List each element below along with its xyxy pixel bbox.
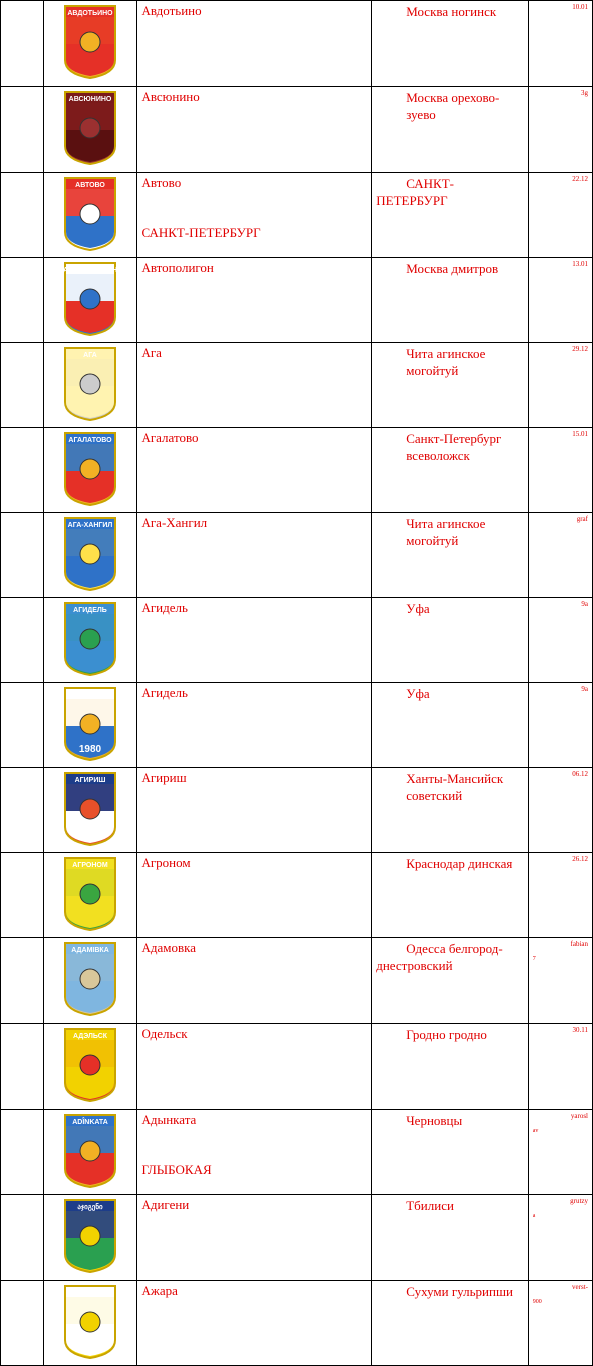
region-cell bbox=[372, 428, 529, 513]
table-row bbox=[1, 1110, 593, 1195]
region-cell bbox=[372, 1110, 529, 1195]
coat-of-arms-icon bbox=[63, 1198, 117, 1274]
empty-cell bbox=[1, 853, 44, 938]
table-row bbox=[1, 853, 593, 938]
coat-of-arms-cell bbox=[44, 428, 137, 513]
note-cell bbox=[528, 938, 592, 1024]
note-text: 29.12 bbox=[572, 345, 588, 353]
coat-of-arms-icon bbox=[63, 1113, 117, 1189]
note-text: grutzy bbox=[570, 1197, 588, 1205]
note-text: 26.12 bbox=[572, 855, 588, 863]
settlement-name: Адигени bbox=[141, 1197, 190, 1212]
coat-of-arms-cell bbox=[44, 1195, 137, 1281]
region-text: Москва дмитров bbox=[406, 261, 499, 276]
note-extra: av bbox=[532, 1128, 539, 1134]
coat-of-arms-icon bbox=[63, 4, 117, 80]
coat-label: АГА-ХАНГИЛ bbox=[67, 522, 113, 529]
coat-of-arms-cell bbox=[44, 938, 137, 1024]
empty-cell bbox=[1, 598, 44, 683]
table-row bbox=[1, 173, 593, 258]
coat-label: АВДОТЬИНО bbox=[67, 10, 113, 17]
note-cell bbox=[528, 1110, 592, 1195]
note-text: 9a bbox=[581, 600, 588, 608]
region-text: Уфа bbox=[406, 686, 430, 701]
coat-label: АВТОВО bbox=[75, 182, 106, 189]
empty-cell bbox=[1, 1110, 44, 1195]
region-cell bbox=[372, 1195, 529, 1281]
coat-of-arms-cell bbox=[44, 343, 137, 428]
empty-cell bbox=[1, 513, 44, 598]
note-text: yarosl bbox=[570, 1112, 588, 1120]
note-text: 13.01 bbox=[572, 260, 588, 268]
settlement-name: Ага bbox=[141, 345, 162, 360]
table-row bbox=[1, 513, 593, 598]
note-cell bbox=[528, 768, 592, 853]
table-row bbox=[1, 428, 593, 513]
note-cell bbox=[528, 1281, 592, 1366]
coat-label: АГА bbox=[83, 352, 98, 359]
note-text: graf bbox=[576, 515, 588, 523]
year-label: 1980 bbox=[79, 744, 102, 755]
region-cell bbox=[372, 683, 529, 768]
note-text: 15.01 bbox=[572, 430, 588, 438]
coat-label: АДЭЛЬСК bbox=[73, 1033, 108, 1040]
region-cell bbox=[372, 513, 529, 598]
region-cell bbox=[372, 938, 529, 1024]
note-extra: 900 bbox=[532, 1299, 542, 1305]
name-cell bbox=[137, 853, 372, 938]
coat-of-arms-icon bbox=[63, 431, 117, 507]
coat-label: АВТОПОЛИГОН bbox=[63, 267, 118, 274]
empty-cell bbox=[1, 1195, 44, 1281]
note-cell bbox=[528, 87, 592, 173]
coat-label: აჯიგენი bbox=[77, 1204, 103, 1211]
coat-of-arms-icon bbox=[63, 1284, 117, 1360]
region-cell bbox=[372, 1024, 529, 1110]
region-text: Тбилиси bbox=[406, 1198, 454, 1213]
empty-cell bbox=[1, 683, 44, 768]
region-text: САНКТ-ПЕТЕРБУРГ bbox=[376, 176, 454, 208]
settlement-extra: САНКТ-ПЕТЕРБУРГ bbox=[141, 225, 261, 240]
settlement-name: Ага-Хангил bbox=[141, 515, 208, 530]
name-cell bbox=[137, 1195, 372, 1281]
name-cell bbox=[137, 173, 372, 258]
name-cell bbox=[137, 683, 372, 768]
coat-of-arms-icon bbox=[63, 601, 117, 677]
settlement-name: Адамовка bbox=[141, 940, 196, 955]
coat-label: АГИРИШ bbox=[74, 777, 106, 784]
region-cell bbox=[372, 768, 529, 853]
region-cell bbox=[372, 87, 529, 173]
coat-label: АВСЮНИНО bbox=[68, 96, 112, 103]
name-cell bbox=[137, 513, 372, 598]
table-row bbox=[1, 1195, 593, 1281]
region-text: Ханты-Мансийск советский bbox=[406, 771, 504, 803]
coat-of-arms-cell bbox=[44, 1, 137, 87]
coat-label: АГРОНОМ bbox=[72, 862, 108, 869]
table-row bbox=[1, 87, 593, 173]
table-row bbox=[1, 1, 593, 87]
table-row bbox=[1, 343, 593, 428]
coat-of-arms-cell bbox=[44, 1281, 137, 1366]
name-cell bbox=[137, 1024, 372, 1110]
coat-of-arms-icon bbox=[63, 941, 117, 1017]
note-cell bbox=[528, 173, 592, 258]
name-cell bbox=[137, 1, 372, 87]
region-cell bbox=[372, 343, 529, 428]
table-row bbox=[1, 1024, 593, 1110]
coat-of-arms-icon bbox=[63, 176, 117, 252]
name-cell bbox=[137, 598, 372, 683]
table-row bbox=[1, 683, 593, 768]
coat-of-arms-icon bbox=[63, 346, 117, 422]
coat-of-arms-cell bbox=[44, 513, 137, 598]
name-cell bbox=[137, 1281, 372, 1366]
coat-label: АДАМІВКА bbox=[71, 947, 110, 954]
empty-cell bbox=[1, 428, 44, 513]
empty-cell bbox=[1, 1281, 44, 1366]
note-cell bbox=[528, 513, 592, 598]
table-row bbox=[1, 598, 593, 683]
coat-of-arms-icon bbox=[63, 856, 117, 932]
note-text: 06.12 bbox=[572, 770, 588, 778]
name-cell bbox=[137, 87, 372, 173]
coat-of-arms-icon bbox=[63, 516, 117, 592]
region-cell bbox=[372, 598, 529, 683]
coat-of-arms-cell bbox=[44, 683, 137, 768]
coat-of-arms-cell bbox=[44, 173, 137, 258]
note-cell bbox=[528, 1195, 592, 1281]
empty-cell bbox=[1, 1, 44, 87]
settlement-name: Авсюнино bbox=[141, 89, 200, 104]
table-row bbox=[1, 258, 593, 343]
name-cell bbox=[137, 768, 372, 853]
note-cell bbox=[528, 683, 592, 768]
settlement-extra: ГЛЫБОКАЯ bbox=[141, 1162, 212, 1177]
coat-of-arms-icon bbox=[63, 1027, 117, 1103]
note-text: 22.12 bbox=[572, 175, 588, 183]
region-text: Краснодар динская bbox=[406, 856, 513, 871]
empty-cell bbox=[1, 343, 44, 428]
coat-of-arms-icon bbox=[63, 90, 117, 166]
coat-of-arms-cell bbox=[44, 258, 137, 343]
name-cell bbox=[137, 343, 372, 428]
coat-label: ADÎNKATA bbox=[72, 1119, 109, 1126]
coat-of-arms-cell bbox=[44, 87, 137, 173]
note-text: 10.01 bbox=[572, 3, 588, 11]
settlement-name: Агидель bbox=[141, 600, 188, 615]
region-text: Уфа bbox=[406, 601, 430, 616]
name-cell bbox=[137, 258, 372, 343]
coat-of-arms-icon bbox=[63, 771, 117, 847]
settlement-name: Автополигон bbox=[141, 260, 214, 275]
settlement-name: Агириш bbox=[141, 770, 187, 785]
coat-of-arms-cell bbox=[44, 598, 137, 683]
region-cell bbox=[372, 1281, 529, 1366]
empty-cell bbox=[1, 768, 44, 853]
empty-cell bbox=[1, 258, 44, 343]
coat-label: АГАЛАТОВО bbox=[68, 437, 112, 444]
region-text: Чита агинское могойтуй bbox=[406, 516, 486, 548]
region-cell bbox=[372, 258, 529, 343]
coat-label: აჭარა bbox=[80, 1290, 101, 1297]
region-text: Одесса белгород-днестровский bbox=[376, 941, 503, 973]
region-text: Чита агинское могойтуй bbox=[406, 346, 486, 378]
note-text: 3g bbox=[581, 89, 588, 97]
note-cell bbox=[528, 428, 592, 513]
note-cell bbox=[528, 343, 592, 428]
name-cell bbox=[137, 428, 372, 513]
coat-label: АГИДЕЛЬ bbox=[73, 692, 108, 699]
coat-of-arms-cell bbox=[44, 768, 137, 853]
note-cell bbox=[528, 598, 592, 683]
note-text: 30.11 bbox=[572, 1026, 588, 1034]
empty-cell bbox=[1, 173, 44, 258]
table-row bbox=[1, 938, 593, 1024]
name-cell bbox=[137, 1110, 372, 1195]
name-cell bbox=[137, 938, 372, 1024]
table-row bbox=[1, 1281, 593, 1366]
coat-of-arms-cell bbox=[44, 853, 137, 938]
settlement-name: Агидель bbox=[141, 685, 188, 700]
empty-cell bbox=[1, 87, 44, 173]
note-cell bbox=[528, 1024, 592, 1110]
region-text: Санкт-Петербург всеволожск bbox=[406, 431, 502, 463]
coat-of-arms-icon bbox=[63, 261, 117, 337]
region-text: Москва орехово-зуево bbox=[406, 90, 500, 122]
note-extra: 7 bbox=[532, 956, 536, 962]
settlement-name: Автово bbox=[141, 175, 182, 190]
note-text: verst- bbox=[572, 1283, 588, 1291]
settlement-name: Авдотьино bbox=[141, 3, 202, 18]
coat-of-arms-cell bbox=[44, 1110, 137, 1195]
region-text: Черновцы bbox=[406, 1113, 463, 1128]
note-text: 9a bbox=[581, 685, 588, 693]
empty-cell bbox=[1, 1024, 44, 1110]
region-cell bbox=[372, 173, 529, 258]
region-text: Сухуми гульрипши bbox=[406, 1284, 513, 1299]
settlement-name: Агалатово bbox=[141, 430, 199, 445]
coat-label: АГИДЕЛЬ bbox=[73, 607, 108, 614]
region-text: Москва ногинск bbox=[406, 4, 497, 19]
region-cell bbox=[372, 853, 529, 938]
empty-cell bbox=[1, 938, 44, 1024]
note-extra: a bbox=[532, 1213, 536, 1219]
note-cell bbox=[528, 853, 592, 938]
note-cell bbox=[528, 1, 592, 87]
settlement-name: Ажара bbox=[141, 1283, 178, 1298]
coat-of-arms-icon bbox=[63, 686, 117, 762]
settlement-name: Одельск bbox=[141, 1026, 188, 1041]
note-text: fabian bbox=[570, 940, 588, 948]
table-row bbox=[1, 768, 593, 853]
settlement-name: Агроном bbox=[141, 855, 191, 870]
settlement-name: Адынката bbox=[141, 1112, 197, 1127]
region-cell bbox=[372, 1, 529, 87]
region-text: Гродно гродно bbox=[406, 1027, 487, 1042]
coat-of-arms-cell bbox=[44, 1024, 137, 1110]
note-cell bbox=[528, 258, 592, 343]
